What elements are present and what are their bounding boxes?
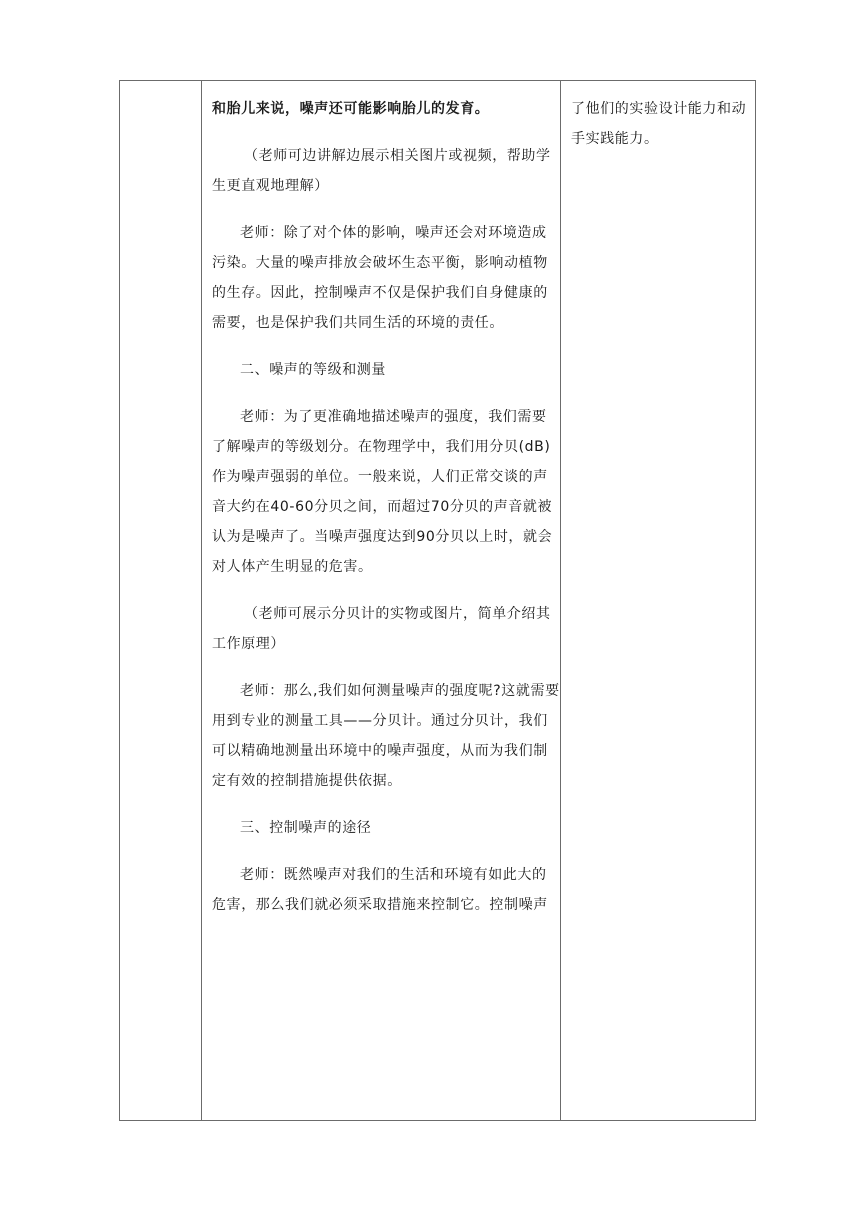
- paragraph: 老师：那么,我们如何测量噪声的强度呢?这就需要用到专业的测量工具——分贝计。通过分贝计，我们可以精确地测量出环境中的噪声强度，从而为我们制定有效的控制措施提供依据。: [212, 683, 560, 789]
- design-intent-cell: [561, 81, 756, 1121]
- paragraph: 了他们的实验设计能力和动手实践能力。: [571, 101, 747, 147]
- content-text: [202, 81, 560, 920]
- section-heading: 三、控制噪声的途径: [240, 820, 372, 836]
- paragraph: （老师可展示分贝计的实物或图片，简单介绍其工作原理）: [212, 606, 551, 652]
- paragraph: 老师：既然噪声对我们的生活和环境有如此大的危害，那么我们就必须采取措施来控制它。控制噪声: [212, 867, 548, 913]
- table-row: [120, 81, 756, 1121]
- paragraph: 老师：为了更准确地描述噪声的强度，我们需要了解噪声的等级划分。在物理学中，我们用分贝(dB)作为噪声强弱的单位。一般来说，人们正常交谈的声音大约在40-60分贝之间，而超过70分贝的声音就被认为是噪声了。当噪声强度达到90分贝以上时，就会对人体产生明显的危害。: [212, 409, 553, 575]
- lesson-plan-table: [119, 80, 756, 1121]
- design-intent-text: [561, 81, 755, 154]
- section-heading: 二、噪声的等级和测量: [240, 362, 386, 378]
- paragraph: （老师可边讲解边展示相关图片或视频，帮助学生更直观地理解）: [212, 148, 551, 194]
- label-cell: [120, 81, 202, 1121]
- content-cell: [202, 81, 561, 1121]
- paragraph: 老师：除了对个体的影响，噪声还会对环境造成污染。大量的噪声排放会破坏生态平衡，影响动植物的生存。因此，控制噪声不仅是保护我们自身健康的需要，也是保护我们共同生活的环境的责任。: [212, 225, 548, 331]
- paragraph: 和胎儿来说，噪声还可能影响胎儿的发育。: [212, 101, 490, 117]
